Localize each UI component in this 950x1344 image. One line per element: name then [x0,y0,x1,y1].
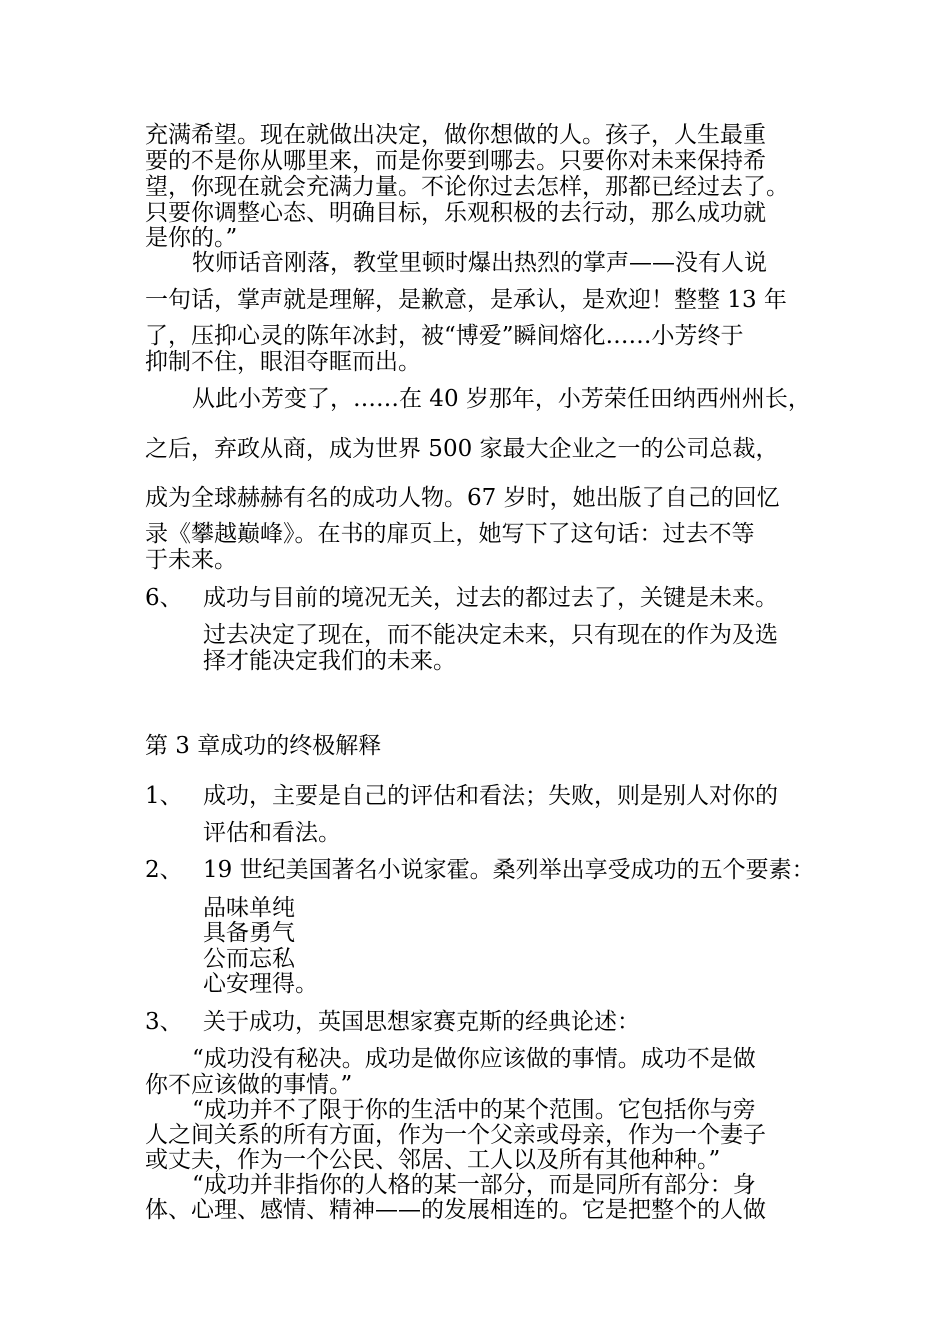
item-1-continuation: 评估和看法。 [203,820,341,846]
item-3-text: 关于成功，英国思想家赛克斯的经典论述： [203,1009,640,1035]
quote-1-line-2: 你不应该做的事情。” [145,1072,353,1098]
quote-1-line-1: “成功没有秘决。成功是做你应该做的事情。成功不是做 [192,1046,756,1072]
item-2-number: 2、 [145,857,183,883]
paragraph-3-line-3: 成为全球赫赫有名的成功人物。67 岁时，她出版了自己的回忆 [145,485,780,511]
paragraph-3-line-1: 从此小芳变了，……在 40 岁那年，小芳荣任田纳西州州长， [192,386,811,412]
paragraph-1-line-3: 望，你现在就会充满力量。不论你过去怎样，那都已经过去了。 [145,174,789,200]
quote-2-line-2: 人之间关系的所有方面，作为一个父亲或母亲，作为一个妻子 [145,1122,766,1148]
item-6-sub-line-2: 择才能决定我们的未来。 [203,648,456,674]
item-2-element-1: 品味单纯 [203,895,295,921]
item-6-text: 成功与目前的境况无关，过去的都过去了，关键是未来。 [203,585,778,611]
item-2-element-3: 公而忘私 [203,946,295,972]
paragraph-3-line-5: 于未来。 [145,547,237,573]
item-3-number: 3、 [145,1009,183,1035]
paragraph-3-line-2: 之后，弃政从商，成为世界 500 家最大企业之一的公司总裁， [145,436,779,462]
quote-3-line-1: “成功并非指你的人格的某一部分，而是同所有部分：身 [192,1172,756,1198]
paragraph-1-line-5: 是你的。” [145,225,238,251]
item-2-element-2: 具备勇气 [203,920,295,946]
paragraph-3-line-4: 录《攀越巅峰》。在书的扉页上，她写下了这句话：过去不等 [145,521,755,547]
paragraph-2-line-1: 牧师话音刚落，教堂里顿时爆出热烈的掌声——没有人说 [192,250,767,276]
chapter-title: 第 3 章成功的终极解释 [145,733,382,759]
paragraph-2-line-2: 一句话，掌声就是理解，是歉意，是承认，是欢迎！整整 13 年 [145,287,787,313]
paragraph-1-line-4: 只要你调整心态、明确目标，乐观积极的去行动，那么成功就 [145,200,766,226]
quote-3-line-2: 体、心理、感情、精神——的发展相连的。它是把整个的人做 [145,1197,766,1223]
item-6-sub-line-1: 过去决定了现在，而不能决定未来，只有现在的作为及选 [203,622,778,648]
paragraph-1-line-2: 要的不是你从哪里来，而是你要到哪去。只要你对未来保持希 [145,148,766,174]
paragraph-2-line-4: 抑制不住，眼泪夺眶而出。 [145,349,421,375]
paragraph-1-line-1: 充满希望。现在就做出决定，做你想做的人。孩子，人生最重 [145,122,766,148]
item-2-text: 19 世纪美国著名小说家霍。桑列举出享受成功的五个要素： [203,857,815,883]
item-1-number: 1、 [145,783,183,809]
item-6-number: 6、 [145,585,183,611]
quote-2-line-1: “成功并不了限于你的生活中的某个范围。它包括你与旁 [192,1097,756,1123]
item-2-element-4: 心安理得。 [203,971,318,997]
item-1-text: 成功，主要是自己的评估和看法；失败，则是别人对你的 [203,783,778,809]
quote-2-line-3: 或丈夫，作为一个公民、邻居、工人以及所有其他种种。” [145,1147,721,1173]
paragraph-2-line-3: 了，压抑心灵的陈年冰封，被“博爱”瞬间熔化……小芳终于 [145,323,744,349]
